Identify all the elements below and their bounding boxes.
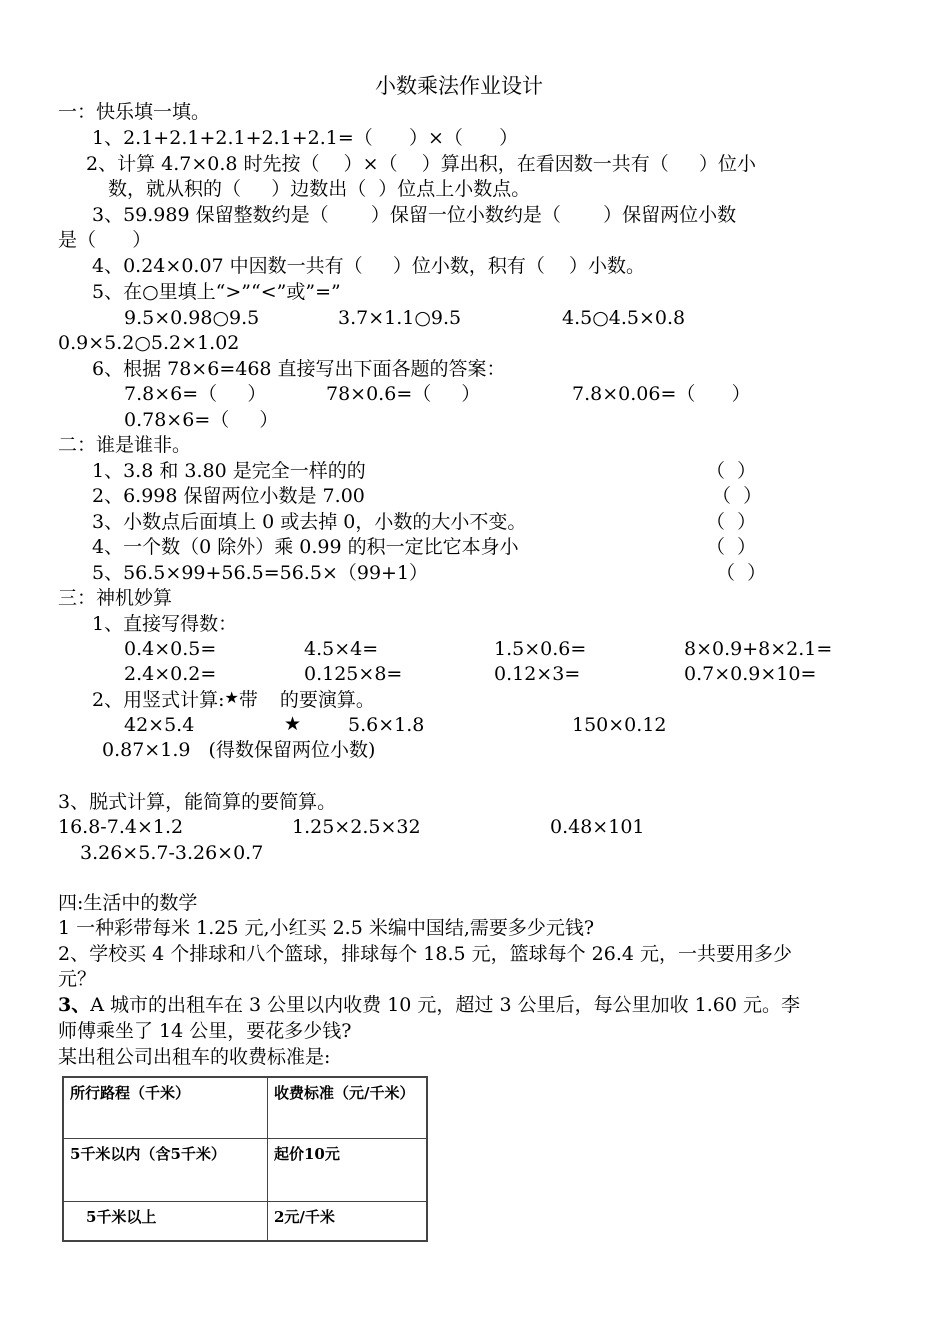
judge-item-mark: （ ） bbox=[706, 536, 757, 558]
oral-calc-item: 1.5×0.6= bbox=[494, 638, 587, 660]
vertical-calc-item: 150×0.12 bbox=[572, 714, 667, 736]
question-1-1: 1、2.1+2.1+2.1+2.1+2.1=（ ）×（ ） bbox=[92, 127, 519, 149]
table-header-cell: 所行路程（千米） bbox=[63, 1077, 268, 1139]
judge-item-text: 5、56.5×99+56.5=56.5×（99+1） bbox=[92, 562, 429, 584]
question-1-2-line1: 2、计算 4.7×0.8 时先按（ ）×（ ）算出积，在看因数一共有（ ）位小 bbox=[86, 153, 756, 175]
section-3-sub2 bbox=[92, 688, 375, 713]
table-row bbox=[63, 1202, 427, 1242]
sub2-text-a: 2、用竖式计算: bbox=[92, 689, 225, 711]
vertical-calc-item: 5.6×1.8 bbox=[348, 714, 425, 736]
problem-3-line2: 师傅乘坐了 14 公里，要花多少钱? bbox=[58, 1020, 352, 1042]
question-1-3-line1: 3、59.989 保留整数约是（ ）保留一位小数约是（ ）保留两位小数 bbox=[92, 204, 737, 226]
expression-item: 16.8-7.4×1.2 bbox=[58, 816, 184, 838]
question-1-3-line2: 是（ ） bbox=[58, 229, 152, 251]
oral-calc-item: 8×0.9+8×2.1= bbox=[684, 638, 833, 660]
problem-4: 某出租公司出租车的收费标准是: bbox=[58, 1046, 331, 1068]
question-1-6-b: 78×0.6=（ ） bbox=[326, 383, 481, 405]
table-header-row bbox=[63, 1077, 427, 1139]
section-3-heading: 三：神机妙算 bbox=[58, 587, 173, 609]
oral-calc-item: 0.4×0.5= bbox=[124, 638, 217, 660]
oral-calc-item: 4.5×4= bbox=[304, 638, 379, 660]
page-title: 小数乘法作业设计 bbox=[375, 74, 543, 98]
judge-item-mark: （ ） bbox=[712, 485, 763, 507]
expression-item: 1.25×2.5×32 bbox=[292, 816, 421, 838]
question-1-5-c: 4.5○4.5×0.8 bbox=[562, 307, 686, 329]
table-row bbox=[63, 1139, 427, 1202]
judge-item-mark: （ ） bbox=[706, 511, 757, 533]
judge-item-mark: （ ） bbox=[716, 562, 767, 584]
problem-3-text: A 城市的出租车在 3 公里以内收费 10 元，超过 3 公里后，每公里加收 1.60 元。李 bbox=[90, 994, 800, 1016]
oral-calc-item: 0.7×0.9×10= bbox=[684, 663, 817, 685]
vertical-calc-item: 42×5.4 bbox=[124, 714, 195, 736]
vertical-calc-item: 0.87×1.9 (得数保留两位小数) bbox=[102, 739, 376, 761]
section-3-sub3: 3、脱式计算，能简算的要简算。 bbox=[58, 791, 337, 813]
problem-3-line1 bbox=[58, 993, 800, 1017]
judge-item-text: 1、3.8 和 3.80 是完全一样的的 bbox=[92, 460, 366, 482]
question-1-2-line2: 数，就从积的（ ）边数出（ ）位点上小数点。 bbox=[108, 178, 531, 200]
expression-item: 3.26×5.7-3.26×0.7 bbox=[80, 842, 264, 864]
problem-2-line2: 元？ bbox=[58, 968, 97, 990]
oral-calc-item: 0.12×3= bbox=[494, 663, 581, 685]
section-3-sub1: 1、直接写得数： bbox=[92, 613, 238, 635]
question-1-5-a: 9.5×0.98○9.5 bbox=[124, 307, 260, 329]
question-1-4: 4、0.24×0.07 中因数一共有（ ）位小数，积有（ ）小数。 bbox=[92, 255, 646, 277]
question-1-6-a: 7.8×6=（ ） bbox=[124, 383, 267, 405]
section-4-heading: 四:生活中的数学 bbox=[58, 892, 198, 914]
table-cell: 5千米以内（含5千米） bbox=[63, 1139, 268, 1202]
table-cell: 5千米以上 bbox=[63, 1202, 268, 1242]
table-header-cell: 收费标准（元/千米） bbox=[268, 1077, 428, 1139]
question-1-6: 6、根据 78×6=468 直接写出下面各题的答案： bbox=[92, 358, 506, 380]
judge-item-mark: （ ） bbox=[706, 460, 757, 482]
judge-item-text: 2、6.998 保留两位小数是 7.00 bbox=[92, 485, 365, 507]
oral-calc-item: 2.4×0.2= bbox=[124, 663, 217, 685]
sub2-text-c: 的要演算。 bbox=[279, 689, 375, 711]
section-2-heading: 二：谁是谁非。 bbox=[58, 434, 192, 456]
oral-calc-item: 0.125×8= bbox=[304, 663, 403, 685]
question-1-5-b: 3.7×1.1○9.5 bbox=[338, 307, 462, 329]
problem-2-line1: 2、学校买 4 个排球和八个篮球，排球每个 18.5 元，篮球每个 26.4 元，一共要用多少 bbox=[58, 943, 793, 965]
judge-item-text: 4、一个数（0 除外）乘 0.99 的积一定比它本身小 bbox=[92, 536, 519, 558]
question-1-5-d: 0.9×5.2○5.2×1.02 bbox=[58, 332, 240, 354]
table-cell: 起价10元 bbox=[268, 1139, 428, 1202]
sub2-text-b: 带 bbox=[238, 689, 258, 711]
question-1-6-c: 7.8×0.06=（ ） bbox=[572, 383, 751, 405]
fee-table bbox=[62, 1076, 428, 1242]
judge-item-text: 3、小数点后面填上 0 或去掉 0，小数的大小不变。 bbox=[92, 511, 527, 533]
star-icon: ★ bbox=[224, 688, 239, 707]
star-icon: ★ bbox=[284, 713, 302, 735]
expression-item: 0.48×101 bbox=[550, 816, 645, 838]
question-1-5: 5、在○里填上“>”“<”或”=” bbox=[92, 281, 341, 303]
section-1-heading: 一：快乐填一填。 bbox=[58, 101, 211, 123]
question-1-6-d: 0.78×6=（ ） bbox=[124, 409, 279, 431]
problem-3-number: 3、 bbox=[58, 994, 91, 1016]
table-cell: 2元/千米 bbox=[268, 1202, 428, 1242]
problem-1: 1 一种彩带每米 1.25 元,小红买 2.5 米编中国结,需要多少元钱? bbox=[58, 917, 595, 939]
